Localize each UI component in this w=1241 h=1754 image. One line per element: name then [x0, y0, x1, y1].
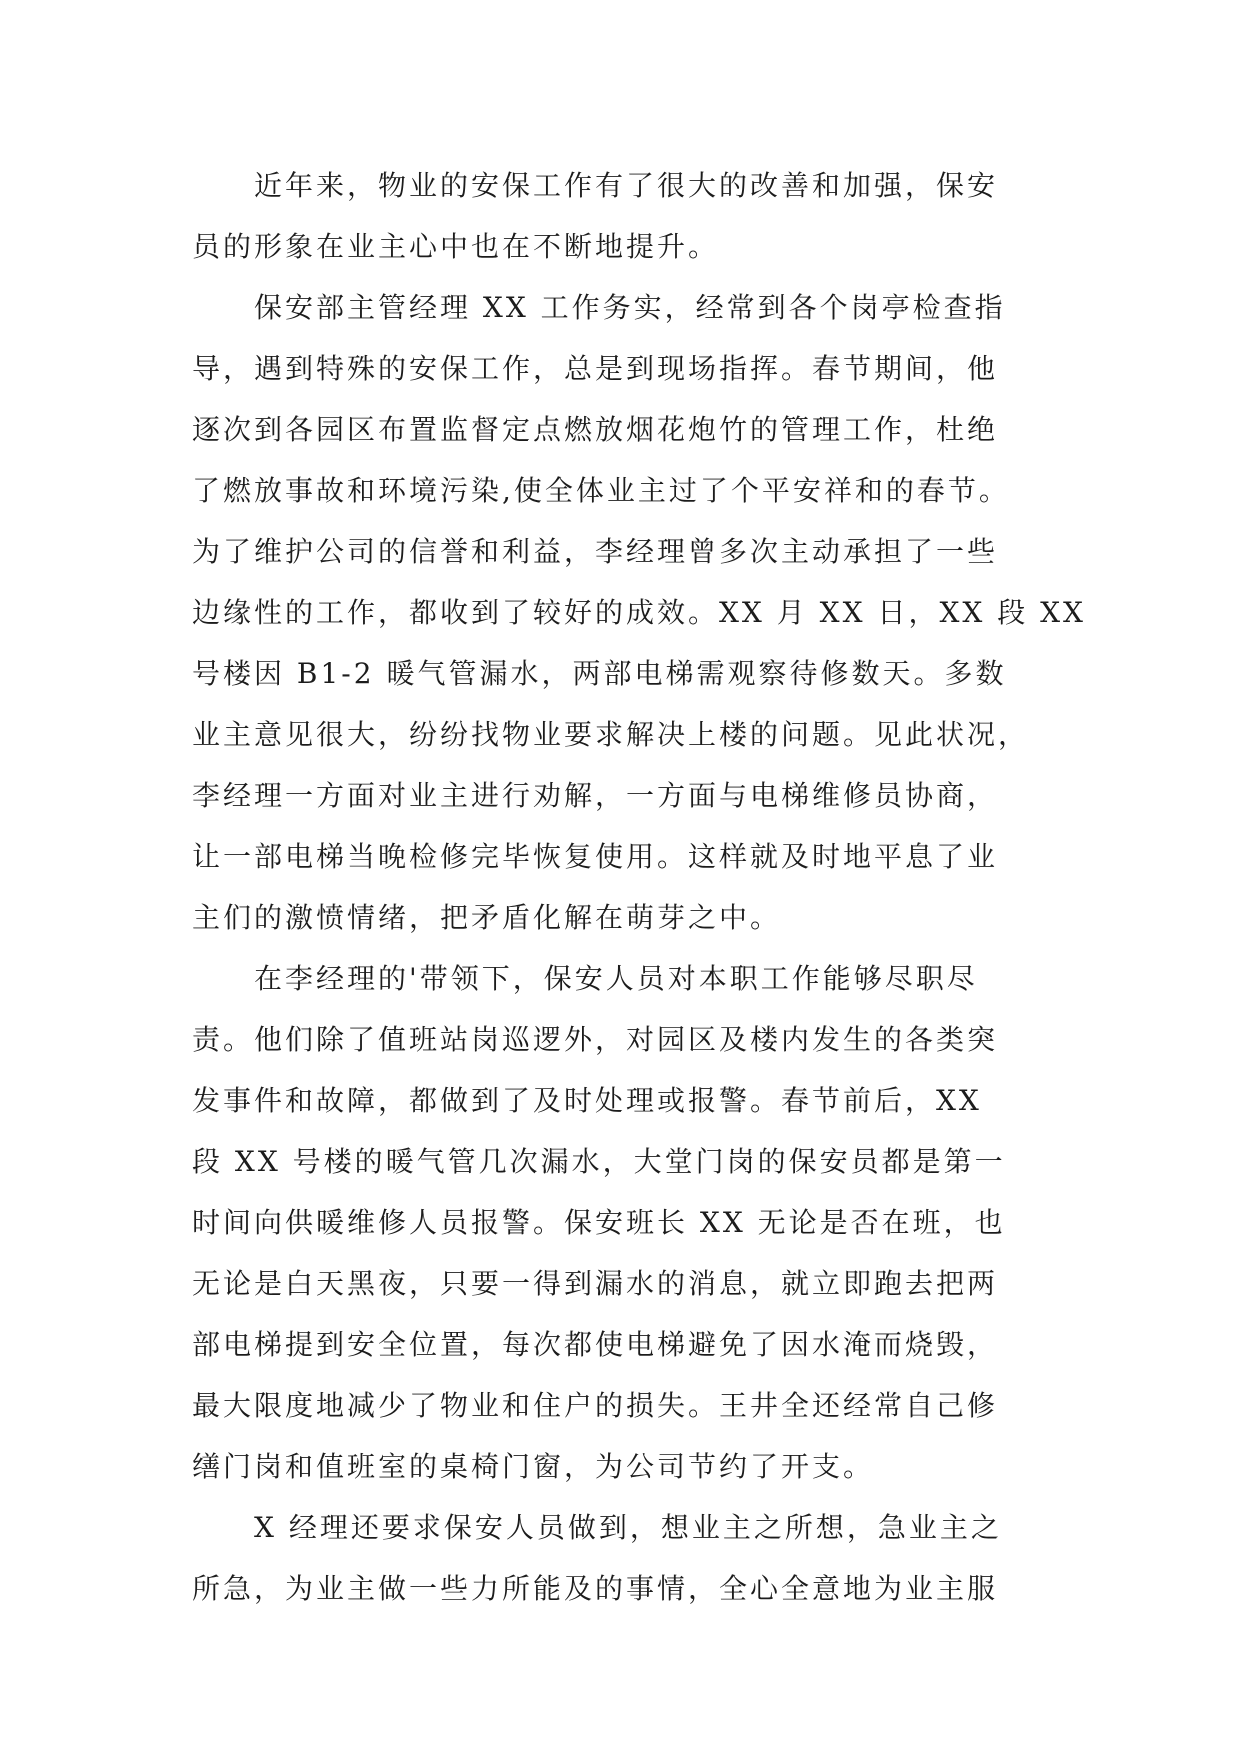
text-line: 时间向供暖维修人员报警。保安班长 XX 无论是否在班，也	[192, 1206, 1006, 1239]
text-line: 号楼因 B1-2 暖气管漏水，两部电梯需观察待修数天。多数	[192, 657, 1007, 690]
text-line: 在李经理的'带领下，保安人员对本职工作能够尽职尽	[254, 962, 978, 995]
text-line: 为了维护公司的信誉和利益，李经理曾多次主动承担了一些	[192, 535, 999, 568]
paragraph-1	[192, 155, 1054, 277]
text-line: X 经理还要求保安人员做到，想业主之所想，急业主之	[254, 1511, 1002, 1544]
text-line: 主们的激愤情绪，把矛盾化解在萌芽之中。	[192, 901, 782, 934]
text-line: 逐次到各园区布置监督定点燃放烟花炮竹的管理工作，杜绝	[192, 413, 999, 446]
text-line: 了燃放事故和环境污染,使全体业主过了个平安祥和的春节。	[192, 474, 1010, 507]
text-line: 无论是白天黑夜，只要一得到漏水的消息，就立即跑去把两	[192, 1267, 999, 1300]
text-line: 所急，为业主做一些力所能及的事情，全心全意地为业主服	[192, 1572, 999, 1605]
text-line: 导，遇到特殊的安保工作，总是到现场指挥。春节期间，他	[192, 352, 999, 385]
text-line: 员的形象在业主心中也在不断地提升。	[192, 230, 720, 263]
paragraph-4	[192, 1497, 1054, 1619]
text-line: 责。他们除了值班站岗巡逻外，对园区及楼内发生的各类突	[192, 1023, 999, 1056]
text-line: 让一部电梯当晚检修完毕恢复使用。这样就及时地平息了业	[192, 840, 999, 873]
text-line: 边缘性的工作，都收到了较好的成效。XX 月 XX 日，XX 段 XX	[192, 596, 1086, 629]
paragraph-2	[192, 277, 1086, 948]
text-line: 业主意见很大，纷纷找物业要求解决上楼的问题。见此状况，	[192, 718, 1030, 751]
text-line: 发事件和故障，都做到了及时处理或报警。春节前后，XX	[192, 1084, 982, 1117]
text-line: 部电梯提到安全位置，每次都使电梯避免了因水淹而烧毁，	[192, 1328, 999, 1361]
text-line: 缮门岗和值班室的桌椅门窗，为公司节约了开支。	[192, 1450, 875, 1483]
document-body	[192, 155, 1086, 1619]
text-line: 近年来，物业的安保工作有了很大的改善和加强，保安	[254, 169, 999, 202]
paragraph-3	[192, 948, 1054, 1497]
text-line: 李经理一方面对业主进行劝解，一方面与电梯维修员协商，	[192, 779, 999, 812]
text-line: 保安部主管经理 XX 工作务实，经常到各个岗亭检查指	[254, 291, 1006, 324]
text-line: 最大限度地减少了物业和住户的损失。王井全还经常自己修	[192, 1389, 999, 1422]
text-line: 段 XX 号楼的暖气管几次漏水，大堂门岗的保安员都是第一	[192, 1145, 1006, 1178]
